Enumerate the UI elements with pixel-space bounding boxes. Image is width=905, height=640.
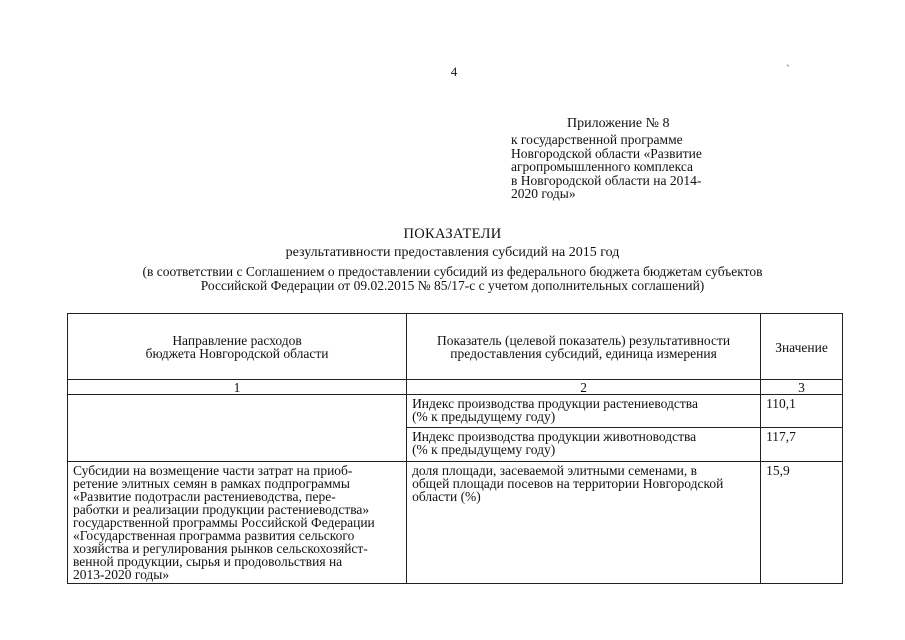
header-direction-line: Направление расходов [172,333,302,348]
scan-speck: ` [786,62,790,76]
appendix-body [511,133,736,201]
direction-cell-empty [68,395,407,462]
note-line: Российской Федерации от 09.02.2015 № 85/17-с с учетом дополнительных соглашений) [200,278,705,293]
header-value: Значение [761,314,843,380]
indicator-cell [407,428,761,462]
table-header-row [68,314,843,380]
table-row [68,395,843,428]
direction-line: венной продукции, сырья и продовольствия на [73,554,343,569]
note-line: (в соответствии с Соглашением о предоставлении субсидий из федерального бюджета бюджетам субъектов [142,264,763,279]
indicators-table [67,313,843,584]
direction-line: Субсидии на возмещение части затрат на приоб- [73,463,353,478]
document-note [0,265,905,293]
header-direction [68,314,407,380]
direction-line: ретение элитных семян в рамках подпрограммы [73,476,350,491]
appendix-line: Новгородской области «Развитие [511,145,702,161]
document-subtitle: результативности предоставления субсидий на 2015 год [285,245,620,260]
indicator-cell [407,395,761,428]
appendix-line: к государственной программе [511,132,683,147]
direction-line: «Развитие подотрасли растениеводства, пере- [73,489,336,504]
indicator-line: общей площади посевов на территории Новгородской [412,476,724,491]
appendix-line: в Новгородской области на 2014- [511,172,702,188]
direction-line: государственной программы Российской Федерации [73,515,375,530]
column-number: 3 [761,380,843,395]
value-cell: 110,1 [761,395,843,428]
document-title: ПОКАЗАТЕЛИ [403,226,502,242]
column-number: 1 [68,380,407,395]
header-indicator-line: предоставления субсидий, единица измерения [450,346,717,361]
value-cell: 117,7 [761,428,843,462]
direction-cell [68,462,407,584]
column-number-row [68,380,843,395]
indicator-cell [407,462,761,584]
indicator-line: Индекс производства продукции растениеводства [412,396,698,411]
indicator-line: (% к предыдущему году) [412,409,556,424]
indicator-line: (% к предыдущему году) [412,442,556,457]
indicator-line: Индекс производства продукции животноводства [412,429,697,444]
indicator-line: доля площади, засеваемой элитными семенами, в [412,463,697,478]
direction-line: «Государственная программа развития сельского [73,528,355,543]
appendix-line: агропромышленного комплекса [511,159,693,174]
appendix-line: 2020 годы» [511,186,576,201]
header-indicator-line: Показатель (целевой показатель) результативности [436,333,731,348]
indicator-line: области (%) [412,489,481,504]
direction-line: 2013-2020 годы» [73,567,170,582]
header-direction-line: бюджета Новгородской области [145,346,329,361]
appendix-title: Приложение № 8 [567,116,670,131]
column-number: 2 [407,380,761,395]
page-number: 4 [450,64,458,79]
header-indicator [407,314,761,380]
table-row [68,462,843,584]
direction-line: работки и реализации продукции растениеводства» [73,502,370,517]
value-cell: 15,9 [761,462,843,584]
direction-line: хозяйства и регулирования рынков сельскохозяйст- [73,541,368,556]
